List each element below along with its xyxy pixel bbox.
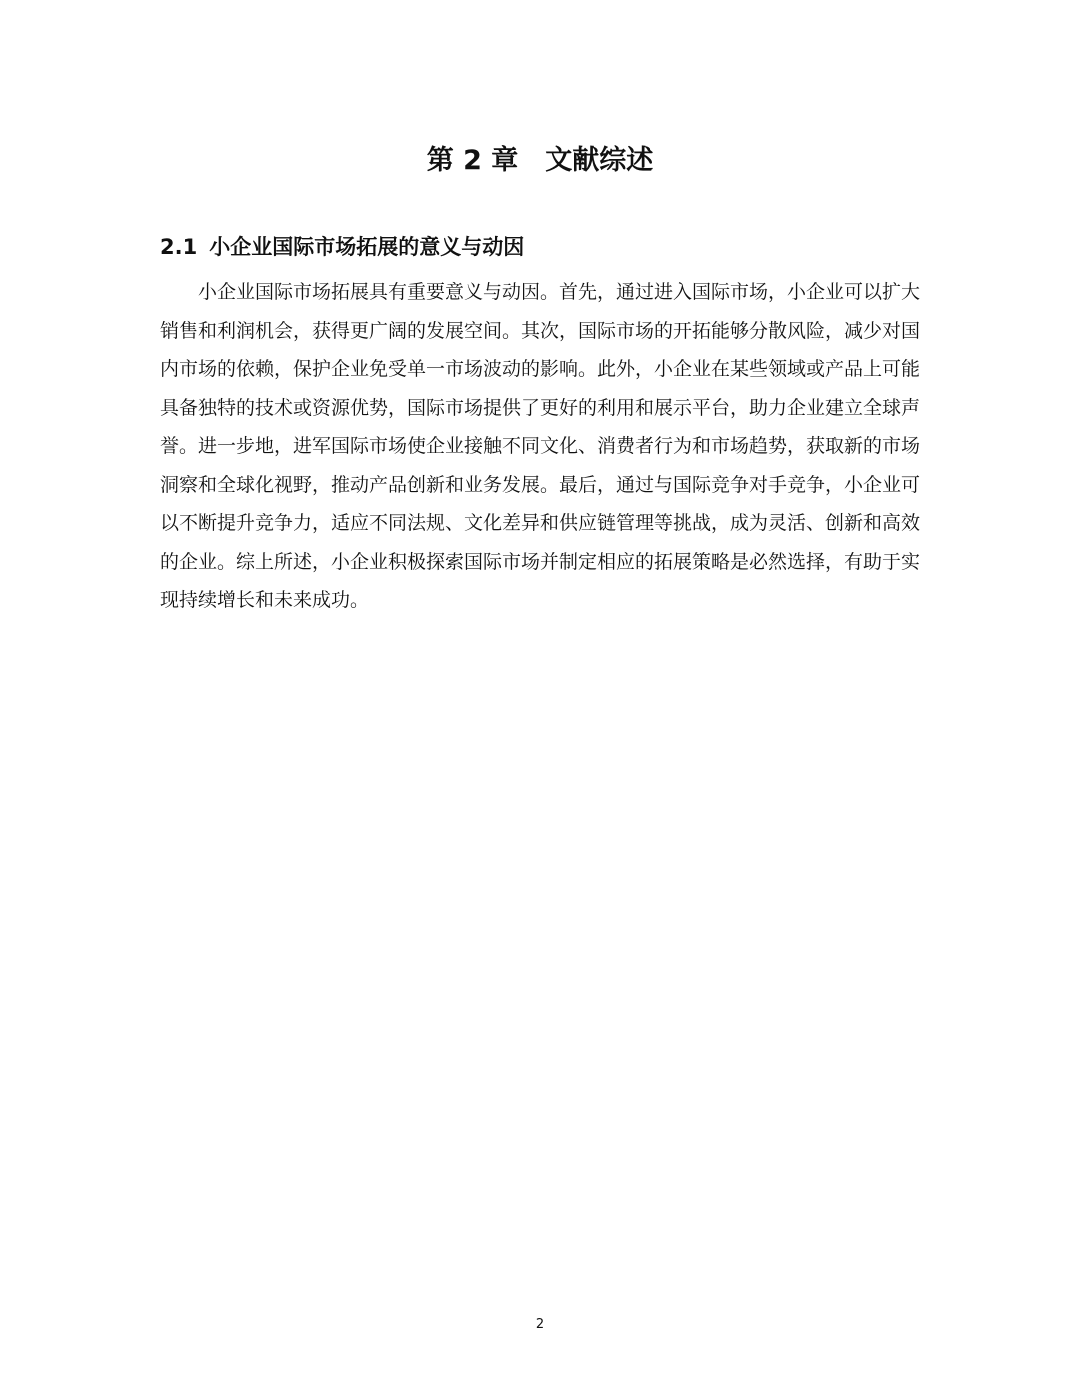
section-title: 小企业国际市场拓展的意义与动因 [209, 235, 525, 259]
section-number: 2.1 [160, 235, 198, 259]
chapter-title: 第 2 章 文献综述 [426, 145, 654, 176]
page-number: 2 [535, 1317, 545, 1332]
section-heading [160, 229, 920, 265]
body-paragraph: 小企业国际市场拓展具有重要意义与动因。首先，通过进入国际市场，小企业可以扩大销售和利润机会，获得更广阔的发展空间。其次，国际市场的开拓能够分散风险，减少对国内市场的依赖，保护企业免受单一市场波动的影响。此外，小企业在某些领域或产品上可能具备独特的技术或资源优势，国际市场提供了更好的利用和展示平台，助力企业建立全球声誉。进一步地，进军国际市场使企业接触不同文化、消费者行为和市场趋势，获取新的市场洞察和全球化视野，推动产品创新和业务发展。最后，通过与国际竞争对手竞争，小企业可以不断提升竞争力，适应不同法规、文化差异和供应链管理等挑战，成为灵活、创新和高效的企业。综上所述，小企业积极探索国际市场并制定相应的拓展策略是必然选择，有助于实现持续增长和未来成功。 [160, 281, 921, 611]
